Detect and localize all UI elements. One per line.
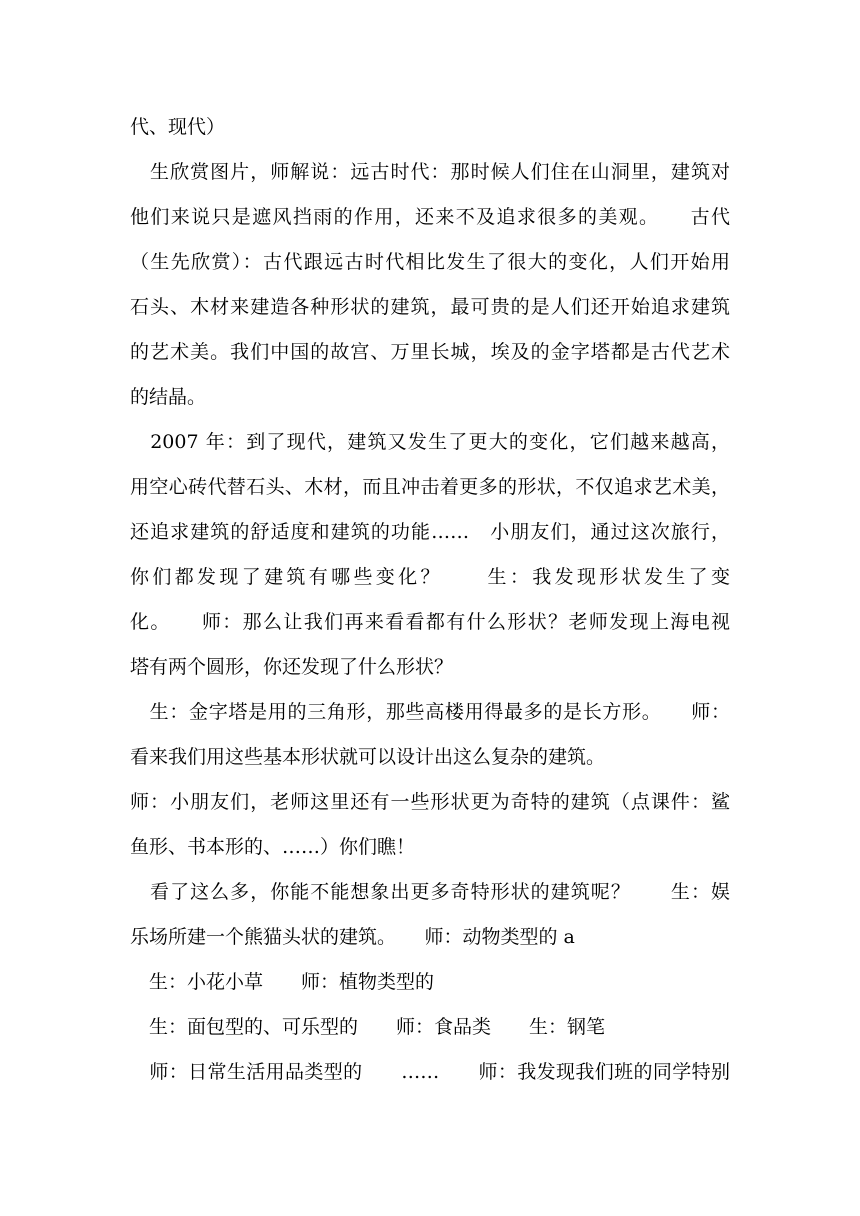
- text-line: 还追求建筑的舒适度和建筑的功能…… 小朋友们，通过这次旅行，: [130, 521, 730, 543]
- text-line: 生：金字塔是用的三角形，那些高楼用得最多的是长方形。 师：: [130, 701, 730, 723]
- text-line: 2007 年：到了现代，建筑又发生了更大的变化，它们越来越高，: [130, 431, 730, 453]
- text-line: 他们来说只是遮风挡雨的作用，还来不及追求很多的美观。 古代: [130, 206, 730, 228]
- text-line: 看来我们用这些基本形状就可以设计出这么复杂的建筑。: [130, 746, 606, 768]
- text-line: 鱼形、书本形的、……）你们瞧！: [130, 836, 416, 858]
- text-line: 的艺术美。我们中国的故宫、万里长城，埃及的金字塔都是古代艺术: [130, 341, 730, 363]
- text-line: 生欣赏图片，师解说：远古时代：那时候人们住在山洞里，建筑对: [130, 161, 730, 183]
- text-line: 生：面包型的、可乐型的 师：食品类 生：钢笔: [130, 1016, 606, 1038]
- text-line: 化。 师：那么让我们再来看看都有什么形状？老师发现上海电视: [130, 611, 730, 633]
- text-line: 师：日常生活用品类型的 …… 师：我发现我们班的同学特别: [130, 1061, 730, 1083]
- text-line: 塔有两个圆形，你还发现了什么形状？: [130, 656, 454, 678]
- text-line: 代、现代）: [130, 116, 226, 138]
- text-line: 你们都发现了建筑有哪些变化？ 生：我发现形状发生了变: [130, 566, 730, 588]
- text-line: 的结晶。: [130, 386, 207, 408]
- text-line: 师：小朋友们，老师这里还有一些形状更为奇特的建筑（点课件：鲨: [130, 791, 730, 813]
- text-line: （生先欣赏）：古代跟远古时代相比发生了很大的变化，人们开始用: [130, 251, 730, 273]
- text-line: 生：小花小草 师：植物类型的: [130, 971, 435, 993]
- text-line: 石头、木材来建造各种形状的建筑，最可贵的是人们还开始追求建筑: [130, 296, 730, 318]
- text-line: 乐场所建一个熊猫头状的建筑。 师：动物类型的 a: [130, 926, 575, 948]
- text-line: 看了这么多，你能不能想象出更多奇特形状的建筑呢？ 生：娱: [130, 881, 730, 903]
- text-line: 用空心砖代替石头、木材，而且冲击着更多的形状，不仅追求艺术美，: [130, 476, 730, 498]
